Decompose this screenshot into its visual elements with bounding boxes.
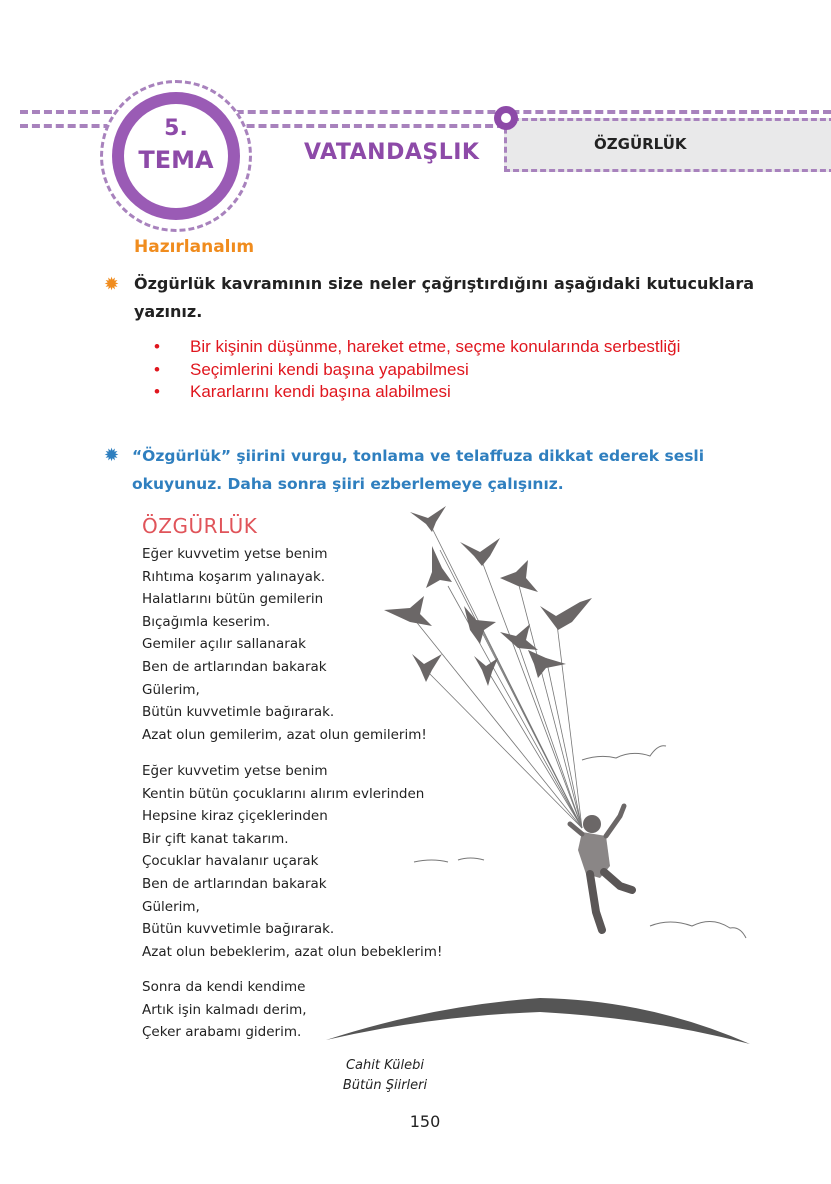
question-text: Özgürlük kavramının size neler çağrıştırdığını aşağıdaki kutucuklara yazınız.	[134, 274, 754, 321]
poem-line: Gülerim,	[142, 681, 200, 698]
poem-line: Çeker arabamı giderim.	[142, 1024, 302, 1041]
answer-item	[150, 381, 680, 404]
answer-list	[150, 336, 680, 404]
poem-line: Eğer kuvvetim yetse benim	[142, 763, 328, 779]
bullet-icon: •	[154, 337, 160, 356]
answer-item	[150, 359, 680, 382]
author-name: Cahit Külebi	[345, 1058, 424, 1073]
bird-icon	[426, 546, 452, 588]
poem-title: ÖZGÜRLÜK	[142, 514, 258, 538]
poem-line: Bıçağımla keserim.	[142, 613, 271, 630]
boy-flying-with-birds-illustration	[320, 498, 760, 1058]
book-title: Bütün Şiirleri	[342, 1078, 428, 1093]
star-bullet-icon: ✹	[104, 445, 120, 465]
poem-attribution	[340, 1056, 430, 1096]
poem-line: Halatlarını bütün gemilerin	[142, 591, 324, 608]
bird-icon	[410, 506, 446, 532]
bullet-icon: •	[154, 359, 160, 379]
bird-icon	[540, 598, 592, 630]
unit-title: VATANDAŞLIK	[304, 140, 480, 165]
answer-text: Kararlarını kendi başına alabilmesi	[190, 382, 451, 401]
poem-line: Azat olun gemilerim, azat olun gemilerim!	[142, 726, 427, 743]
bird-icon	[464, 606, 496, 644]
poem-line: Gülerim,	[142, 898, 200, 915]
poem-line: Ben de artlarından bakarak	[142, 875, 327, 892]
poem-line: Bir çift kanat takarım.	[142, 830, 289, 847]
answer-text: Seçimlerini kendi başına yapabilmesi	[190, 359, 469, 379]
boy-leg	[590, 874, 602, 930]
bird-icon	[384, 596, 432, 626]
poem-line: Kentin bütün çocuklarını alırım evlerinden	[142, 785, 425, 802]
string-line	[424, 668, 582, 828]
topic-title: ÖZGÜRLÜK	[594, 135, 687, 153]
page-number: 150	[409, 1112, 441, 1131]
theme-number: 5.	[164, 116, 188, 141]
poem-line: Bütün kuvvetimle bağırarak.	[142, 921, 335, 938]
string-line	[480, 556, 582, 828]
poem-line: Gemiler açılır sallanarak	[142, 636, 306, 653]
poem-line: Rıhtıma koşarım yalınayak.	[142, 568, 326, 585]
header-dashed-line-lower	[20, 124, 505, 128]
string-line	[486, 668, 582, 828]
poem-line: Hepsine kiraz çiçeklerinden	[142, 808, 328, 825]
bird-icon	[412, 654, 442, 682]
poem-line: Eğer kuvvetim yetse benim	[142, 546, 328, 562]
poem-line: Artık işin kalmadı derim,	[142, 1001, 307, 1018]
bird-icon	[500, 560, 538, 592]
boy-leg	[604, 872, 632, 890]
string-line	[410, 614, 582, 828]
boy-head	[583, 815, 601, 833]
cloud-scribble	[414, 858, 484, 862]
poem-line: Sonra da kendi kendime	[142, 979, 306, 995]
boy-raised-arm	[606, 806, 624, 836]
section-label: Hazırlanalım	[134, 237, 255, 257]
sun-bullet-icon: ✹	[104, 274, 120, 294]
theme-label: TEMA	[138, 146, 214, 174]
poem-line: Çocuklar havalanır uçarak	[142, 853, 319, 870]
bullet-icon: •	[154, 382, 160, 401]
reading-task-text: “Özgürlük” şiirini vurgu, tonlama ve telaffuza dikkat ederek sesli okuyunuz. Daha sonra şiiri ezberlemeye çalışınız.	[132, 447, 705, 493]
poem-line: Ben de artlarından bakarak	[142, 658, 327, 675]
cloud-scribble	[582, 746, 666, 760]
answer-text: Bir kişinin düşünme, hareket etme, seçme konularında serbestliği	[190, 337, 681, 356]
poem-line: Bütün kuvvetimle bağırarak.	[142, 704, 335, 721]
ground-arc	[326, 998, 750, 1044]
ground-group	[326, 998, 750, 1044]
answer-item	[150, 336, 680, 359]
bird-icon	[460, 538, 500, 566]
poem-stanza-3	[142, 976, 307, 1044]
topic-dot-center	[501, 113, 511, 123]
poem-line: Azat olun bebeklerim, azat olun bebeklerim!	[142, 943, 443, 960]
cloud-scribble	[650, 921, 746, 938]
